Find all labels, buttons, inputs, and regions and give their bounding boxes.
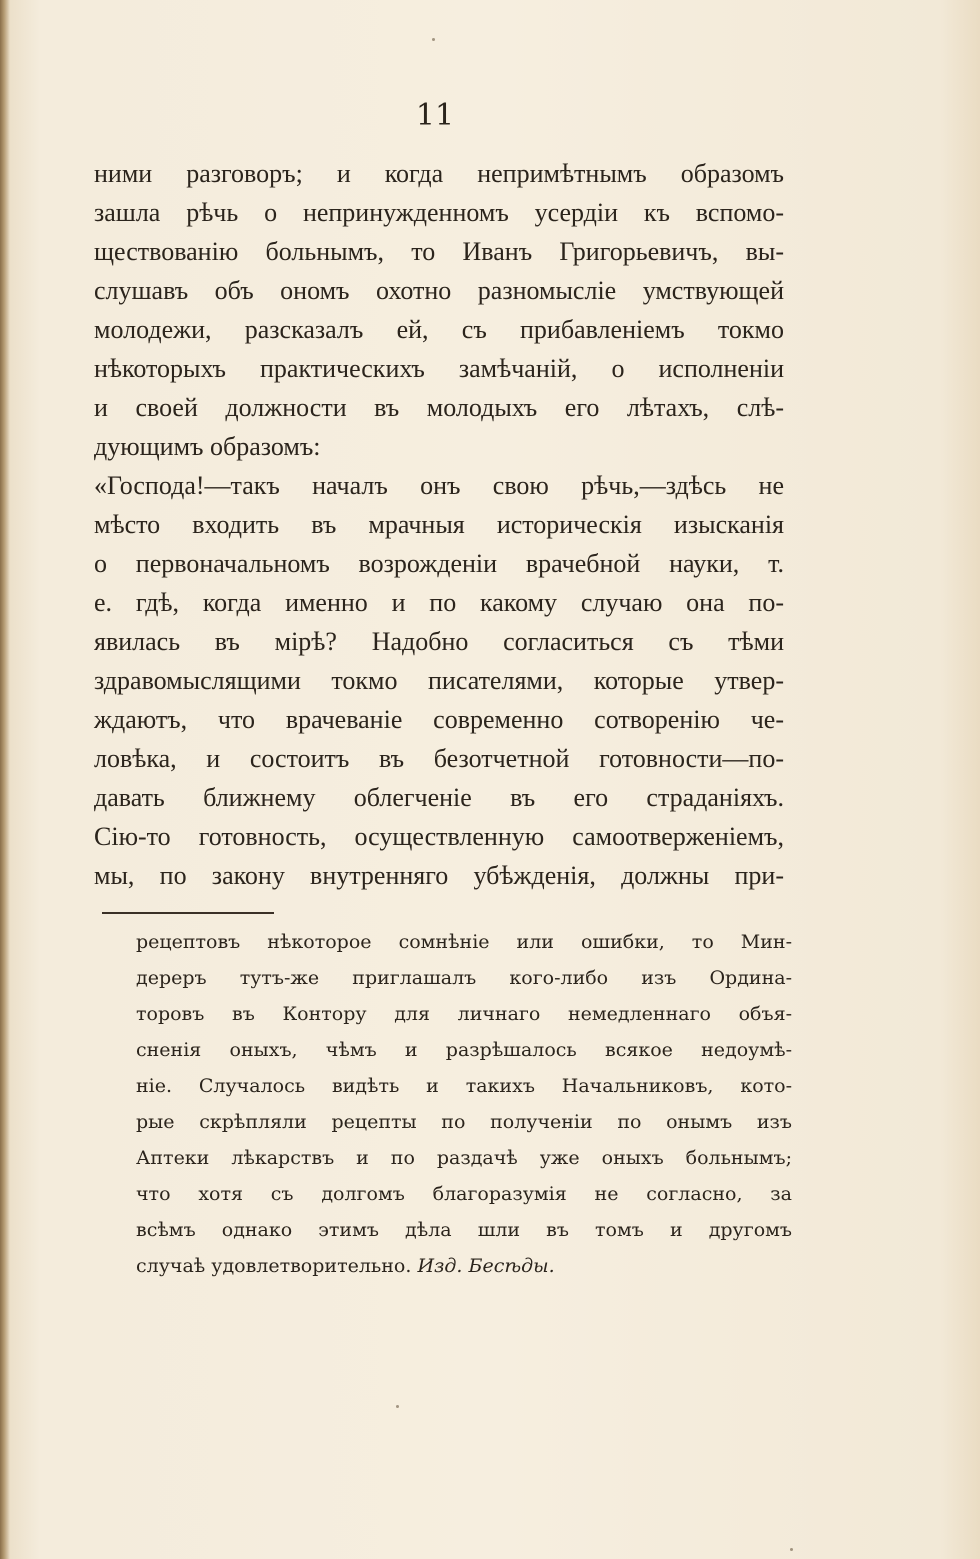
footnote-separator xyxy=(102,912,274,914)
footnote-line: Аптеки лѣкарствъ и по раздачѣ уже оныхъ больнымъ; xyxy=(136,1147,792,1169)
main-text-block xyxy=(94,154,784,895)
main-text-line: давать ближнему облегченіе въ его страданіяхъ. xyxy=(94,783,784,812)
main-text-line: «Господа!—такъ началъ онъ свою рѣчь,—здѣсь не xyxy=(94,471,784,500)
footnote-line: всѣмъ однако этимъ дѣла шли въ томъ и другомъ xyxy=(136,1219,792,1241)
footnote-line: рецептовъ нѣкоторое сомнѣніе или ошибки, то Мин- xyxy=(136,931,792,953)
footnote-line: ніе. Случалось видѣть и такихъ Начальниковъ, кото- xyxy=(136,1075,792,1097)
footnote-line: рые скрѣпляли рецепты по полученіи по онымъ изъ xyxy=(136,1111,792,1133)
main-text-line: дующимъ образомъ: xyxy=(94,432,321,461)
main-text-line: и своей должности въ молодыхъ его лѣтахъ, слѣ- xyxy=(94,393,784,422)
main-text-line: Сію-то готовность, осуществленную самоотверженіемъ, xyxy=(94,822,784,851)
main-text-line: ществованію больнымъ, то Иванъ Григорьевичъ, вы- xyxy=(94,237,784,266)
main-text-line: нѣкоторыхъ практическихъ замѣчаній, о исполненіи xyxy=(94,354,784,383)
footnote-last-line xyxy=(136,1248,792,1284)
page-binding-edge xyxy=(0,0,10,1559)
paper-speck xyxy=(396,1405,399,1408)
main-text-line: ловѣка, и состоитъ въ безотчетной готовности—по- xyxy=(94,744,784,773)
main-text-line: ждаютъ, что врачеваніе современно сотворенію че- xyxy=(94,705,784,734)
main-text-line: здравомыслящими токмо писателями, которые утвер- xyxy=(94,666,784,695)
main-text-line: молодежи, разсказалъ ей, съ прибавленіемъ токмо xyxy=(94,315,784,344)
paper-speck xyxy=(432,38,435,41)
page-number: 11 xyxy=(415,98,455,133)
footnote-block xyxy=(136,924,792,1284)
footnote-line: торовъ въ Контору для личнаго немедленнаго объя- xyxy=(136,1003,792,1025)
main-text-line: мы, по закону внутренняго убѣжденія, должны при- xyxy=(94,861,784,890)
main-text-line: о первоначальномъ возрожденіи врачебной науки, т. xyxy=(94,549,784,578)
paper-speck xyxy=(790,1548,793,1551)
footnote-line: сненія оныхъ, чѣмъ и разрѣшалось всякое недоумѣ- xyxy=(136,1039,792,1061)
main-text-line: явилась въ мірѣ? Надобно согласиться съ тѣми xyxy=(94,627,784,656)
footnote-last-line-text: случаѣ удовлетворительно. xyxy=(136,1255,412,1277)
main-text-line: зашла рѣчь о непринужденномъ усердіи къ вспомо- xyxy=(94,198,784,227)
main-text-line: ними разговоръ; и когда непримѣтнымъ образомъ xyxy=(94,159,784,188)
main-text-line: мѣсто входить въ мрачныя историческія изысканія xyxy=(94,510,784,539)
footnote-line: дереръ тутъ-же приглашалъ кого-либо изъ Ордина- xyxy=(136,967,792,989)
footnote-line: что хотя съ долгомъ благоразумія не согласно, за xyxy=(136,1183,792,1205)
main-text-line: е. гдѣ, когда именно и по какому случаю она по- xyxy=(94,588,784,617)
main-text-line: слушавъ объ ономъ охотно разномысліе умствующей xyxy=(94,276,784,305)
footnote-source: Изд. Бесѣды. xyxy=(417,1255,555,1277)
